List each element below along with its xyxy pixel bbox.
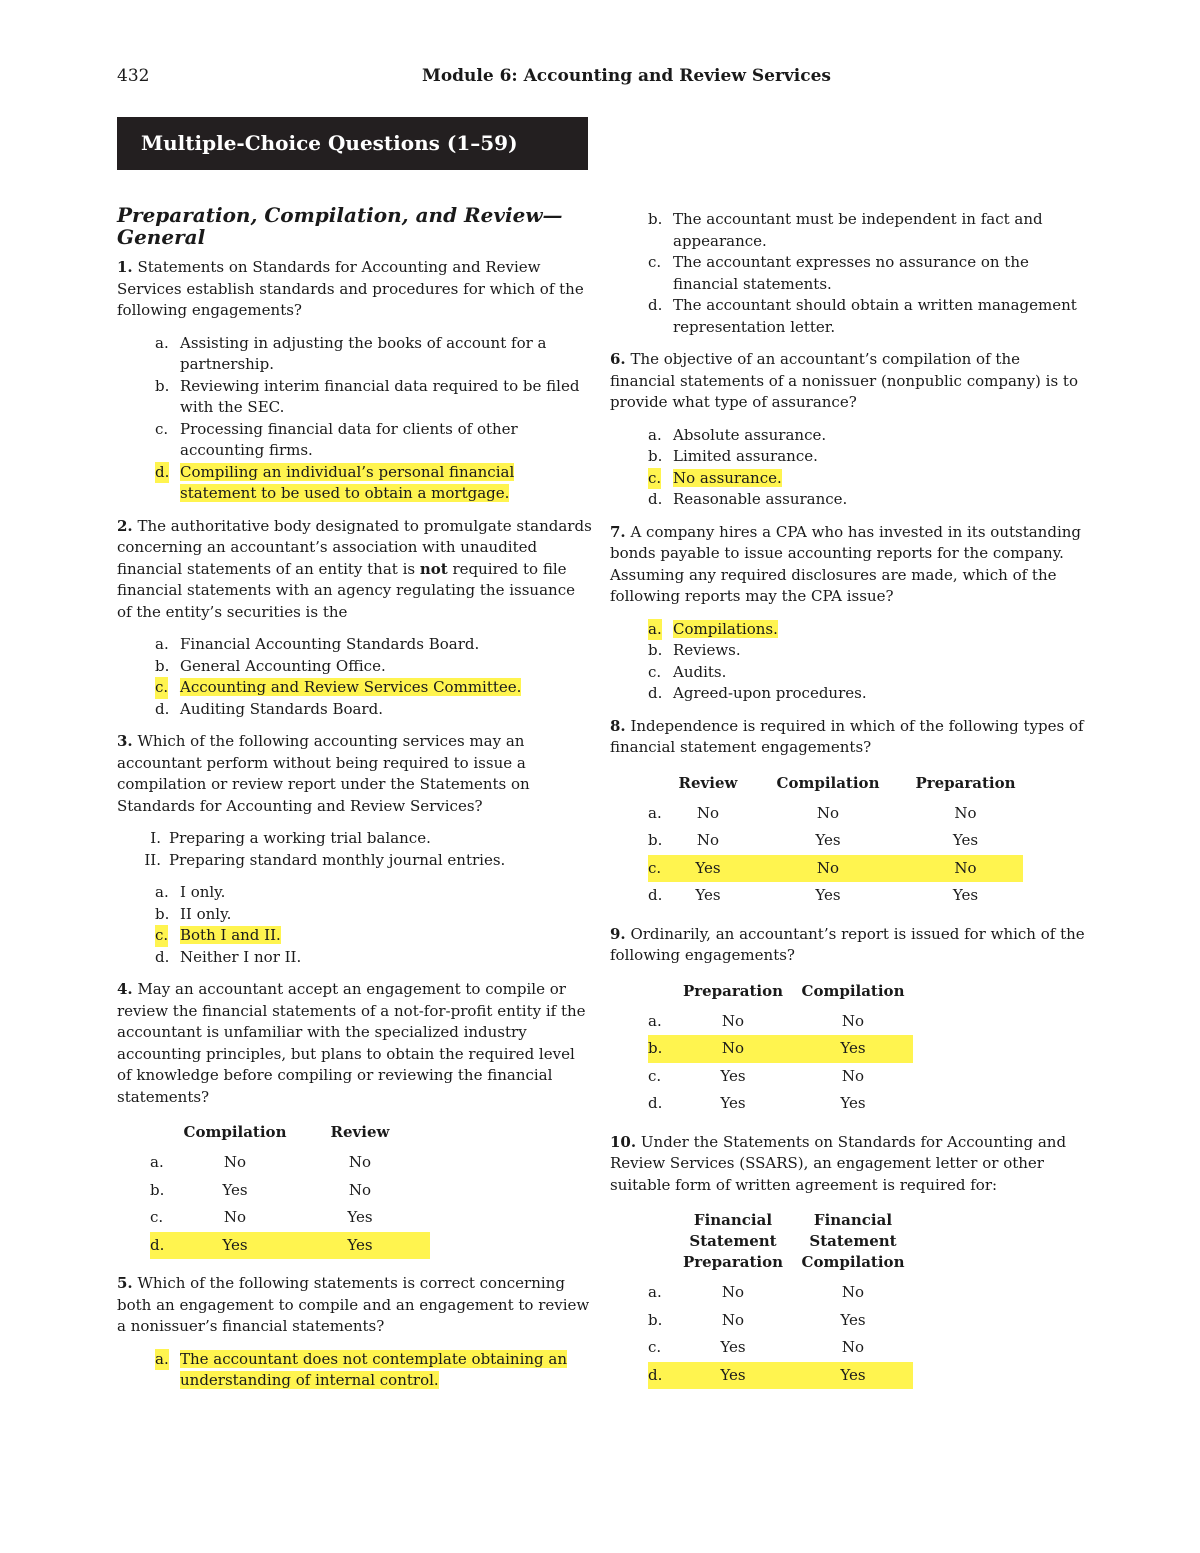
table-row: b. Yes No: [150, 1180, 372, 1199]
statement-i: I. Preparing a working trial balance.: [150, 829, 431, 847]
table-row-highlighted-answer: b. No Yes: [648, 1035, 913, 1063]
question-number: 7.: [610, 522, 626, 541]
question-text: Ordinarily, an accountant’s report is issued for which of the following engagements?: [610, 924, 1085, 964]
column-header: Review: [330, 1123, 390, 1141]
table-row: d. Yes Yes Yes: [648, 886, 979, 904]
table-row: d. Yes Yes: [648, 1094, 866, 1112]
question-5-options-part2: [610, 209, 1085, 338]
option-c-highlighted-answer: c. Accounting and Review Services Committee.: [117, 677, 592, 699]
table-row: b. No Yes Yes: [648, 831, 979, 849]
option-b: b. The accountant must be independent in fact and appearance.: [648, 210, 1043, 250]
question-number: 1.: [117, 258, 133, 276]
question-text: Independence is required in which of the following types of financial statement engagements?: [610, 716, 1084, 756]
question-7-options: [610, 619, 1085, 705]
option-d: d. The accountant should obtain a written management representation letter.: [648, 296, 1077, 336]
question-text: Which of the following accounting services may an accountant perform without being required to issue a compilation or review report under the Statements on Standards for Accounting and Review Services?: [117, 732, 530, 815]
question-3-statements: [117, 828, 592, 871]
option-d: d. Neither I nor II.: [155, 947, 302, 966]
table-row-highlighted-answer: d. Yes Yes: [648, 1362, 913, 1390]
section-banner-title: Multiple-Choice Questions (1–59): [141, 131, 518, 155]
page-number: 432: [117, 66, 150, 86]
question-6-options: [610, 425, 1085, 511]
question-4: [117, 979, 592, 1108]
question-text: Statements on Standards for Accounting and Review Services establish standards and procedures for which of the following engagements?: [117, 258, 584, 319]
option-b: b. Reviews.: [648, 641, 741, 659]
question-5-options-part1: [117, 1349, 592, 1392]
table-row: a. No No No: [648, 803, 977, 822]
question-text: Under the Statements on Standards for Accounting and Review Services (SSARS), an engagement letter or other suitable form of written agreement is required for:: [610, 1132, 1067, 1194]
table-row: b. No Yes: [648, 1310, 866, 1329]
option-a-highlighted-answer: a. The accountant does not contemplate obtaining an understanding of internal control.: [155, 1349, 568, 1389]
question-number: 3.: [117, 732, 133, 750]
question-number: 6.: [610, 350, 626, 368]
option-d: d. Agreed-upon procedures.: [648, 684, 867, 702]
question-2-options: [117, 634, 592, 720]
column-header: Compilation: [801, 981, 905, 1000]
column-header: Preparation: [682, 981, 784, 1000]
option-a: a. I only.: [155, 883, 226, 901]
question-7: [610, 522, 1085, 608]
option-c: c. Audits.: [648, 662, 727, 681]
option-b: b. II only.: [155, 904, 232, 923]
question-text: A company hires a CPA who has invested in its outstanding bonds payable to issue accounting reports for the company. Assuming any required disclosures are made, which of the following reports may the CPA issue?: [610, 522, 1082, 605]
section-banner: [117, 117, 588, 170]
option-c: c. Processing financial data for clients of other accounting firms.: [155, 419, 518, 459]
table-row: c. No Yes: [150, 1208, 373, 1226]
question-1: [117, 257, 592, 322]
table-row-highlighted-answer: c. Yes No No: [648, 855, 1023, 883]
question-10: [610, 1132, 1085, 1197]
option-d: d. Auditing Standards Board.: [155, 699, 383, 718]
table-row: a. No No: [648, 1283, 865, 1301]
option-d: d. Reasonable assurance.: [648, 490, 848, 508]
option-c-highlighted-answer: c. No assurance.: [610, 468, 1085, 490]
question-9-answer-table: [648, 981, 913, 1118]
question-text: May an accountant accept an engagement to compile or review the financial statements of a not-for-profit entity if the accountant is unfamiliar with the specialized industry accounting principles, but plans to obtain the required level of knowledge before compiling or reviewing the financial statements?: [117, 980, 586, 1106]
option-d-highlighted-answer: d. Compiling an individual’s personal financial statement to be used to obtain a mortgage.: [155, 462, 515, 502]
option-c: c. The accountant expresses no assurance on the financial statements.: [648, 253, 1029, 293]
page-header: [117, 66, 1085, 90]
question-number: 2.: [117, 516, 133, 535]
column-header: Review: [678, 773, 738, 792]
section-subheading: Preparation, Compilation, and Review—General: [117, 203, 563, 249]
column-header: Compilation: [183, 1123, 287, 1141]
left-column: [117, 205, 592, 1403]
table-row-highlighted-answer: d. Yes Yes: [150, 1232, 430, 1260]
question-9: [610, 924, 1085, 967]
question-number: 9.: [610, 924, 626, 943]
right-column: [610, 205, 1085, 1403]
running-title: Module 6: Accounting and Review Services: [422, 66, 831, 86]
option-a: a. Absolute assurance.: [648, 425, 827, 444]
question-1-options: [117, 333, 592, 505]
question-number: 10.: [610, 1132, 637, 1151]
question-3-options: [117, 882, 592, 968]
option-b: b. General Accounting Office.: [155, 656, 386, 675]
option-b: b. Limited assurance.: [648, 447, 818, 465]
statement-ii: II. Preparing standard monthly journal entries.: [144, 850, 506, 869]
question-8-answer-table: [648, 773, 1023, 910]
option-c-highlighted-answer: c. Both I and II.: [117, 925, 592, 947]
question-text: The objective of an accountant’s compilation of the financial statements of a nonissuer (nonpublic company) is to provide what type of assurance?: [610, 350, 1078, 411]
question-10-answer-table: [648, 1210, 913, 1389]
column-header: Financial Statement Compilation: [801, 1211, 905, 1271]
option-b: b. Reviewing interim financial data required to be filed with the SEC.: [155, 376, 580, 416]
column-header: Preparation: [915, 773, 1016, 792]
option-a-highlighted-answer: a. Compilations.: [610, 619, 1085, 641]
table-row: a. No No: [150, 1153, 372, 1171]
question-6: [610, 349, 1085, 414]
question-number: 8.: [610, 716, 626, 735]
question-4-answer-table: [150, 1122, 430, 1259]
option-a: a. Assisting in adjusting the books of account for a partnership.: [155, 333, 547, 373]
table-row: c. Yes No: [648, 1338, 865, 1356]
question-number: 4.: [117, 980, 133, 998]
table-row: c. Yes No: [648, 1066, 865, 1085]
question-5: [117, 1273, 592, 1338]
question-number: 5.: [117, 1274, 133, 1292]
column-header: Financial Statement Preparation: [682, 1211, 784, 1271]
question-text: Which of the following statements is correct concerning both an engagement to compile and an engagement to review a nonissuer’s financial statements?: [117, 1274, 590, 1335]
column-header: Compilation: [776, 773, 880, 792]
table-row: a. No No: [648, 1011, 865, 1030]
question-3: [117, 731, 592, 817]
question-8: [610, 716, 1085, 759]
option-a: a. Financial Accounting Standards Board.: [155, 635, 480, 653]
question-2: 2. The authoritative body designated to promulgate standards concerning an accountant’s association with unaudited financial statements of an entity that is not required to file financial statements with an agency regulating the issuance of the entity’s securities is the: [117, 516, 592, 621]
